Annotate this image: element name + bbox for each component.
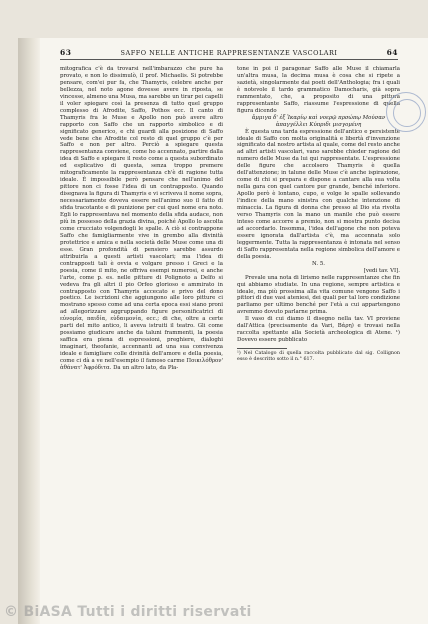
copyright-watermark: © BiASA Tutti i diritti riservati [4, 604, 252, 620]
paragraph-1: tone in poi il paragonar Saffo alle Muse il chiamarla un'altra musa, la decima musa è cosa che si ripete a sazietà, singolarmente dai poeti dell'Anthologia; fra i quali è notevole il tardo grammatico Damocharis, già sopra rammentato, che, a proposito di una pittura rappresentante Saffo, riassume l'espressione di quella figura dicendo [237, 66, 400, 114]
paragraph-2: È questa una tarda espressione dell'antico e persistente ideale di Saffo con molta originalità e libertà d'invenzione significato dal nostro artista al quale, come del resto anche ad altri artisti vascolari, vano sarebbe chieder ragione del numero delle Muse da lui qui rappresentate. L'espressione delle figure che accolsero Thamyris è quella dell'attenzione; in talune delle Muse c'è anche ispirazione, come di chi si prepara e dispone a cantare alla sua volta nella gara con quel cantore pur grande, benché inferiore. Apollo però è lontano, cupo, e volge le spalle sollevando l'indice della mano sinistra con qualche intenzione di minaccia. La figura di donna che presso al Dio sta rivolta verso Thamyris con la mano un manile che può essere inteso come accorre a premio, non si mostra punto decisa ad accordarlo. Insomma, l'idea dell'agone che non poteva essere ignorata dall'artista c'è, ma accennata solo leggermente. Tutta la rappresentanza è intonata nel senso di Saffo rappresentata nella regione simbolica dell'amore e della poesia. [237, 128, 400, 260]
library-stamp-inner-ring [393, 99, 421, 127]
left-text-column [60, 66, 223, 372]
left-column-text: mitografica c'è da trovarsi nell'imbarazzo che pure ha provato, e non lo dissimulò, il prof. Michaelis. Si potrebbe pensare, com'ei pur fa, che Thamyris, celebre anche per bellezza, nel noto agone dovesse avere in riposta, se vincesse, almeno una Musa, ma sarebbe un tirar pei capelli il voler spiegare così la presenza di tutto quel gruppo complesso di Afrodite, Saffo, Pothos ecc. Il canto di Thamyris fra le Muse e Apollo non può avere altro rapporto con Saffo che un rapporto simbolico e di significato generico, e chi guardi alla posizione di Saffo vede bene che Afrodite col resto di quel gruppo c'è per Saffo e non per altro. Perciò a spiegare questa rappresentanza conviene, come ho accennato, partire dalla idea di Saffo e spiegare il resto come a questa subordinato ed esplicativo di questa, senza troppo premere mitograficamente la rappresentanza ch'è di ragione tutta ideale. È impossibile però pensare che nell'animo del pittore non ci fosse l'idea di un contrapposto. Quando disegnava la figura di Thamyris e vi scriveva il nome sopra, necessariamente doveva essere nell'animo suo il fatto di sfida tracotante e di punizione per cui quel nome era noto. Egli lo rappresentava nel momento della sfida audace, non più in possesso della grazia divina, poiché Apollo lo ascolta come crucciato volgendogli le spalle. A ciò si contrappone Saffo che famigliarmente vive in grembo alla divinità protettrice e amica e nella società delle Muse come una di esse. Gran profondità di pensiero sarebbe assurdo attribuirla a questi artisti vascolari; ma l'idea di contrapposti tali è ovvia e volgare presso i Greci e la poesia, come il mito, ne offriva esempi numerosi, e anche l'arte, come p. es. nelle pitture di Polignoto a Delfo si vedeva fra gli altri il pio Orfeo glorioso e ammirato in contrapposto con Thamyris accecato e privo del dono poetico. Le iscrizioni che aggiungono alle loro pitture ci mostrano spesso come ad una certa epoca essi siano proni ad allegorizzare aggruppando figure personificatrici di εὐνομία, παιδία, εὐδαιμονία, ecc.; di che, oltre a certe parti del mito antico, li aveva istruiti il teatro. Gli come possiamo giudicare anche da taluni frammenti, la poesia saffica era piena di espressioni, preghiere, dialoghi imaginari, theofanie, accennanti ad una sua convivenza ideale e famigliare colle divinità dell'amore e della poesia, come ci dà a ve nell'esempio il famoso carme Ποικιλόθρον' ἀθάνατ' Ἀφρόδιτα. Da un altro lato, da Pla- [60, 66, 223, 371]
page-number-left: 63 [60, 48, 72, 57]
paragraph-3: Prevale una nota di lirismo nelle rappresentanze che fin qui abbiamo studiate. In una regione, sempre artistica e ideale, ma più prossima alla vita comune vengono Saffo i pittori di due vasi ateniesi, dei quali per tal loro condizione parliamo per ultimo benché per l'età a cui appartengono avremmo dovuto parlarne prima. [237, 274, 400, 316]
paragraph-4: Il vaso di cui diamo il disegno nella tav. VI proviene dall'Attica (precisamente da Vari, Βάρη) e trovasi nella raccolta spettante alla Società archeologica di Atene. ¹) Dovevo essere pubblicato [237, 316, 400, 344]
greek-quotation: ἄμμιγα δ' ἐξ Ἰκαρίῳ καὶ νοερῷ πρσώπῳ Μούσαν ἀπαγγέλλει Κύπριδι μισγομένη [251, 114, 386, 128]
page-number-right: 64 [386, 48, 398, 57]
footnote: ¹) Nel Catalogo di quella raccolta pubblicato dal sig. Collignon esso è descritto sotto il n.° 617. [237, 351, 400, 363]
header-rule [60, 59, 398, 60]
running-title: SAFFO NELLE ANTICHE RAPPRESENTANZE VASCOLARI [120, 49, 338, 57]
footnote-rule [237, 348, 287, 349]
right-text-column [237, 66, 400, 363]
book-spine-shadow [18, 38, 40, 624]
section-number: N. 5. [312, 260, 325, 267]
library-stamp [386, 92, 426, 132]
plate-reference: [vedi tav. VI]. [363, 267, 400, 274]
